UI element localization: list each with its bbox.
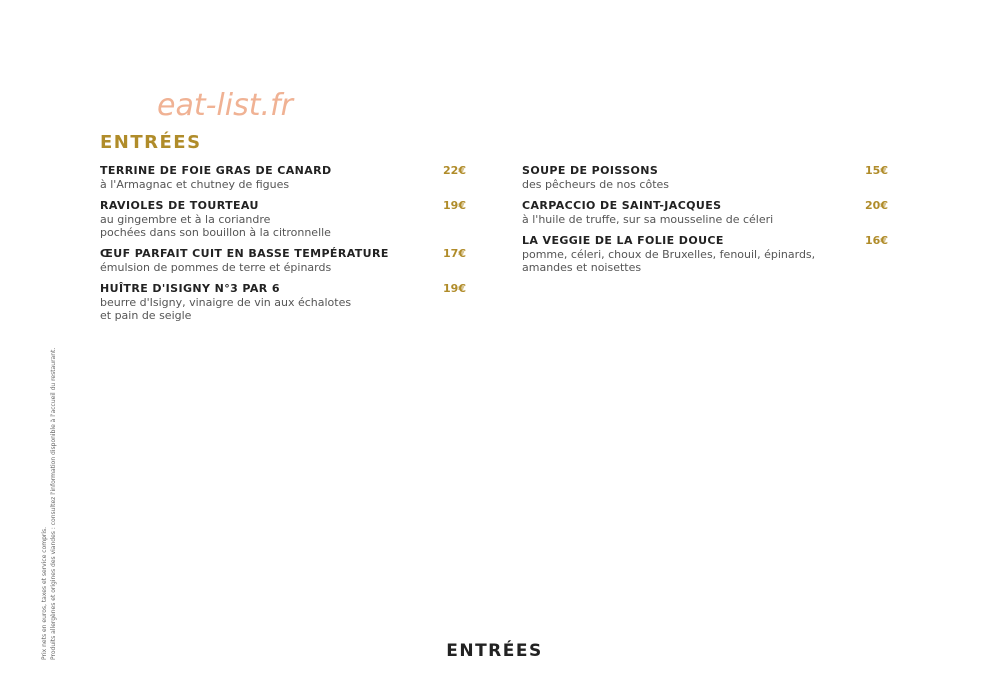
menu-item xyxy=(100,164,466,191)
dish-price: 15€ xyxy=(865,164,888,177)
dish-name: LA VEGGIE DE LA FOLIE DOUCE xyxy=(522,234,724,247)
dish-name: HUÎTRE D'ISIGNY N°3 PAR 6 xyxy=(100,282,280,295)
menu-column-right xyxy=(522,164,888,282)
menu-item xyxy=(522,234,888,274)
legal-note-line-2: Produits allergènes et origines des viandes : consultez l'information disponible à l'accueil du restaurant. xyxy=(50,347,57,660)
dish-name: TERRINE DE FOIE GRAS DE CANARD xyxy=(100,164,332,177)
menu-item xyxy=(100,247,466,274)
dish-description: à l'huile de truffe, sur sa mousseline de céleri xyxy=(522,213,774,226)
dish-price: 19€ xyxy=(443,199,466,212)
footer-title: ENTRÉES xyxy=(446,641,543,661)
dish-price: 22€ xyxy=(443,164,466,177)
menu-item xyxy=(100,199,466,239)
dish-name: RAVIOLES DE TOURTEAU xyxy=(100,199,259,212)
dish-description: beurre d'Isigny, vinaigre de vin aux échalotes et pain de seigle xyxy=(100,296,352,322)
dish-name: ŒUF PARFAIT CUIT EN BASSE TEMPÉRATURE xyxy=(100,247,389,260)
menu-item xyxy=(100,282,466,322)
dish-price: 20€ xyxy=(865,199,888,212)
dish-name: SOUPE DE POISSONS xyxy=(522,164,659,177)
dish-name: CARPACCIO DE SAINT-JACQUES xyxy=(522,199,722,212)
watermark: eat-list.fr xyxy=(157,88,293,123)
dish-description: des pêcheurs de nos côtes xyxy=(522,178,670,191)
menu-item xyxy=(522,164,888,191)
dish-price: 19€ xyxy=(443,282,466,295)
menu-item xyxy=(522,199,888,226)
legal-note-line-1: Prix nets en euros, taxes et service compris. xyxy=(41,526,48,660)
dish-description: émulsion de pommes de terre et épinards xyxy=(100,261,332,274)
legal-note xyxy=(40,348,58,660)
dish-price: 16€ xyxy=(865,234,888,247)
dish-description: pomme, céleri, choux de Bruxelles, fenouil, épinards, amandes et noisettes xyxy=(522,248,816,274)
dish-description: au gingembre et à la coriandre pochées dans son bouillon à la citronnelle xyxy=(100,213,331,239)
section-title: ENTRÉES xyxy=(100,132,202,153)
menu-column-left xyxy=(100,164,466,330)
dish-description: à l'Armagnac et chutney de figues xyxy=(100,178,290,191)
dish-price: 17€ xyxy=(443,247,466,260)
